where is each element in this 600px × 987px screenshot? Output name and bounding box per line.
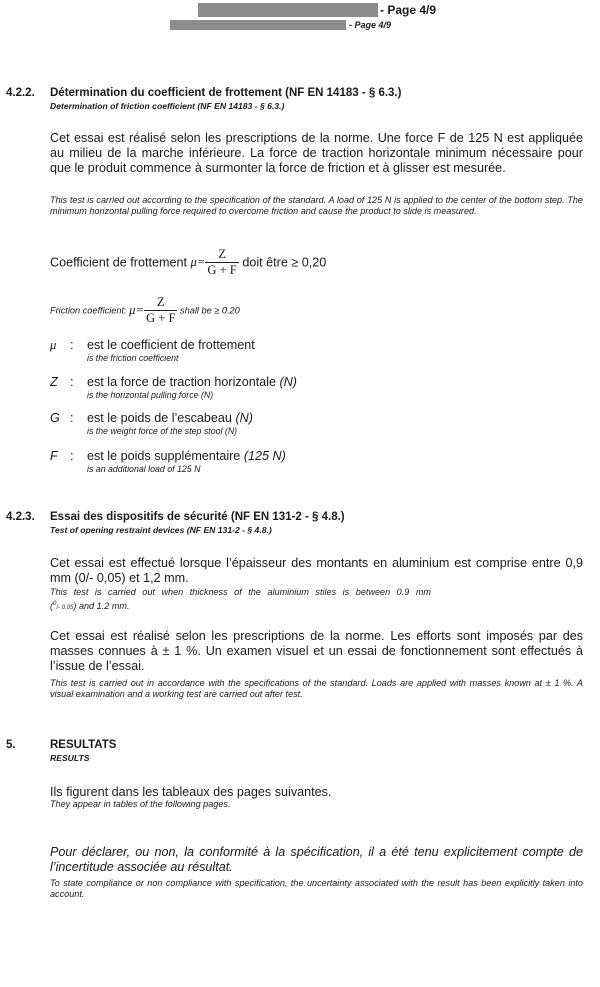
def-fr: est le coefficient de frottement xyxy=(87,338,255,352)
paragraph-fr-italic: Pour déclarer, ou non, la conformité à la spécification, il a été tenu explicitement compte de l’incertitude associée au résultat. xyxy=(50,845,583,874)
def-colon: : xyxy=(70,375,74,389)
paragraph-en: They appear in tables of the following pages. xyxy=(50,799,231,809)
page-number: - Page 4/9 xyxy=(380,3,437,17)
formula-denominator: G + F xyxy=(207,263,237,277)
formula-lhs-en: μ= xyxy=(129,303,144,317)
def-en: is the horizontal pulling force (N) xyxy=(87,390,214,400)
formula-fraction-en xyxy=(144,295,178,326)
redacted-header-block xyxy=(170,20,346,30)
def-symbol: F xyxy=(50,449,58,463)
formula-fr-suffix: doit être ≥ 0,20 xyxy=(242,255,327,270)
section-number: 5. xyxy=(6,739,16,751)
paragraph-fr: Cet essai est réalisé selon les prescriptions de la norme. Les efforts sont imposés par des masses connues à ± 1 %. Un examen visuel et un essai de fonctionnement sont effectués à l’issue de l’essai. xyxy=(50,629,583,673)
formula-en-prefix: Friction coefficient: xyxy=(50,305,127,316)
def-en: is an additional load of 125 N xyxy=(87,464,201,474)
def-fr-text: est la force de traction horizontale xyxy=(87,375,277,389)
def-symbol: Z xyxy=(50,375,58,389)
paragraph-fr: Ils figurent dans les tableaux des pages suivantes. xyxy=(50,785,332,799)
formula-lhs: μ= xyxy=(190,255,206,269)
formula-en-suffix: shall be ≥ 0.20 xyxy=(180,305,240,316)
def-fr-unit: (N) xyxy=(235,411,253,425)
formula-fr xyxy=(50,247,326,278)
section-subtitle: Test of opening restraint devices (NF EN 131-2 - § 4.8.) xyxy=(50,525,272,535)
section-subtitle: RESULTS xyxy=(50,753,90,763)
section-number: 4.2.3. xyxy=(6,511,35,523)
def-fr xyxy=(87,375,297,389)
paragraph-fr: Cet essai est effectué lorsque l’épaisseur des montants en aluminium est comprise entre 0,9 mm (0/- 0,05) et 1,2 mm. xyxy=(50,556,583,585)
tolerance-sup: 0 xyxy=(53,601,57,607)
def-fr-unit: (125 N) xyxy=(243,449,286,463)
formula-numerator: Z xyxy=(218,247,226,261)
formula-numerator: Z xyxy=(156,295,165,309)
paragraph-en: This test is carried out in accordance with the specifications of the standard. Loads are applied with masses known at ± 1 %. A visual examination and a working test are carried out after test. xyxy=(50,678,583,699)
def-fr-text: est le poids supplémentaire xyxy=(87,449,241,463)
formula-fraction xyxy=(205,247,239,278)
paragraph-en-b: ) and 1.2 mm. xyxy=(73,601,130,612)
def-fr xyxy=(87,449,286,463)
formula-fr-prefix: Coefficient de frottement xyxy=(50,255,187,270)
paragraph-en-a: This test is carried out when thickness of the aluminium stiles is between 0.9 mm xyxy=(50,587,431,597)
def-fr-unit: (N) xyxy=(279,375,297,389)
def-en: is the weight force of the step stool (N) xyxy=(87,426,238,436)
paragraph-en-cont: ($^0$/- 0.05) and 1.2 mm. xyxy=(50,601,130,612)
def-colon: : xyxy=(70,449,74,463)
formula-denominator: G + F xyxy=(145,311,176,325)
formula-en xyxy=(50,295,240,326)
section-title: Essai des dispositifs de sécurité (NF EN 131-2 - § 4.8.) xyxy=(50,511,345,523)
page-number-en: - Page 4/9 xyxy=(349,20,392,30)
def-fr xyxy=(87,411,253,425)
paragraph-en: This test is carried out according to the specification of the standard. A load of 125 N is applied to the center of the bottom step. The minimum horizontal pulling force required to overcome friction and cause the product to slide is measured. xyxy=(50,195,583,216)
section-title: RESULTATS xyxy=(50,739,117,751)
paragraph-en xyxy=(50,587,583,598)
paragraph-fr: Cet essai est réalisé selon les prescriptions de la norme. Une force F de 125 N est appliquée au milieu de la marche inférieure. La force de traction horizontale minimum nécessaire pour que le produit commence à surmonter la force de friction et à glisser est mesurée. xyxy=(50,131,583,175)
redacted-header-block xyxy=(198,3,378,17)
paragraph-en: To state compliance or non compliance with specification, the uncertainty associated with the result has been explicitly taken into account. xyxy=(50,878,583,899)
def-symbol: G xyxy=(50,411,60,425)
tolerance-sub: /- 0.05 xyxy=(56,605,74,612)
def-colon: : xyxy=(70,338,74,352)
def-colon: : xyxy=(70,411,74,425)
def-fr-text: est le poids de l’escabeau xyxy=(87,411,232,425)
section-subtitle: Determination of friction coefficient (NF EN 14183 - § 6.3.) xyxy=(50,101,285,111)
section-number: 4.2.2. xyxy=(6,87,35,99)
def-en: is the friction coefficient xyxy=(87,353,179,363)
section-title: Détermination du coefficient de frottement (NF EN 14183 - § 6.3.) xyxy=(50,87,402,99)
def-symbol: μ xyxy=(50,338,57,352)
